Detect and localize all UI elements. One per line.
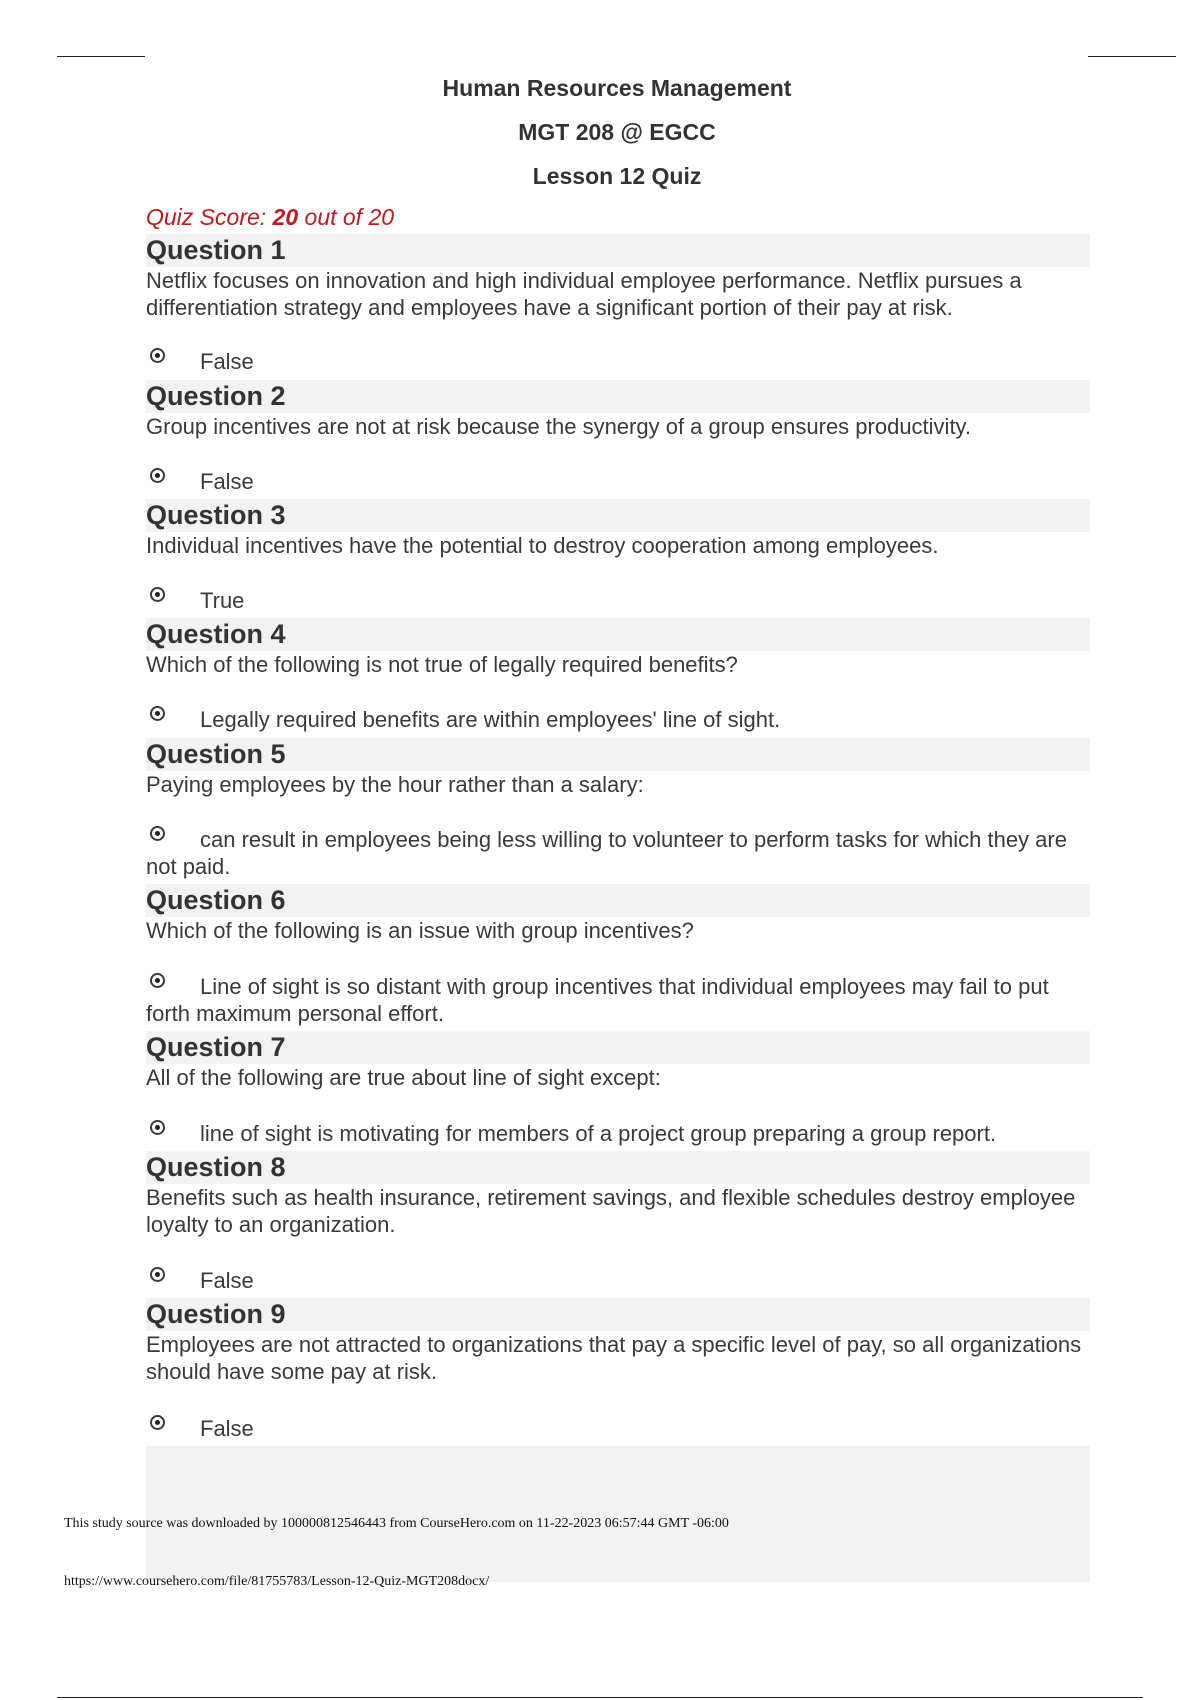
question-text: Which of the following is not true of legally required benefits? <box>146 652 738 677</box>
question-5 <box>146 738 1090 798</box>
answer-1 <box>146 348 1090 375</box>
source-url[interactable]: https://www.coursehero.com/file/81755783/Lesson-12-Quiz-MGT208docx/ <box>64 1574 490 1589</box>
top-left-rule <box>57 56 145 57</box>
question-label: Question 3 <box>146 499 1090 532</box>
question-text: All of the following are true about line of sight except: <box>146 1065 661 1090</box>
question-3 <box>146 499 1090 559</box>
question-9 <box>146 1298 1090 1385</box>
question-text: Individual incentives have the potential to destroy cooperation among employees. <box>146 533 939 558</box>
answer-8 <box>146 1267 1090 1294</box>
answer-text: Line of sight is so distant with group incentives that individual employees may fail to put forth maximum personal effort. <box>146 974 1049 1026</box>
quiz-score-suffix: out of 20 <box>298 204 395 230</box>
quiz-score-value: 20 <box>272 204 299 230</box>
question-text: Benefits such as health insurance, retirement savings, and flexible schedules destroy employee loyalty to an organization. <box>146 1185 1076 1237</box>
quiz-score-prefix: Quiz Score: <box>146 204 273 230</box>
answer-text: Legally required benefits are within employees' line of sight. <box>200 707 781 732</box>
question-label: Question 7 <box>146 1031 1090 1064</box>
answer-text: True <box>200 588 245 613</box>
question-label: Question 2 <box>146 380 1090 413</box>
answer-text: False <box>200 1416 254 1441</box>
download-source-line: This study source was downloaded by 100000812546443 from CourseHero.com on 11-22-2023 06:57:44 GMT -06:00 <box>64 1516 729 1531</box>
question-text: Group incentives are not at risk because the synergy of a group ensures productivity. <box>146 414 972 439</box>
answer-3 <box>146 587 1090 614</box>
empty-panel <box>146 1446 1090 1582</box>
course-code: MGT 208 @ EGCC <box>518 119 716 145</box>
answer-5 <box>146 826 1090 880</box>
answer-9 <box>146 1415 1090 1442</box>
answer-text: False <box>200 1268 254 1293</box>
answer-2 <box>146 468 1090 495</box>
question-8 <box>146 1151 1090 1238</box>
answer-text: line of sight is motivating for members of a project group preparing a group report. <box>200 1121 997 1146</box>
question-label: Question 5 <box>146 738 1090 771</box>
lesson-title: Lesson 12 Quiz <box>532 163 702 189</box>
question-7 <box>146 1031 1090 1091</box>
question-1 <box>146 234 1090 321</box>
question-2 <box>146 380 1090 440</box>
question-label: Question 8 <box>146 1151 1090 1184</box>
question-text: Which of the following is an issue with group incentives? <box>146 918 694 943</box>
question-label: Question 1 <box>146 234 1090 267</box>
question-text: Paying employees by the hour rather than a salary: <box>146 772 644 797</box>
top-right-rule <box>1088 56 1176 57</box>
bottom-rule <box>57 1697 1143 1698</box>
document-title: Human Resources Management <box>442 75 792 101</box>
answer-text: False <box>200 349 254 374</box>
question-label: Question 6 <box>146 884 1090 917</box>
quiz-score <box>146 204 394 231</box>
answer-text: False <box>200 469 254 494</box>
question-label: Question 9 <box>146 1298 1090 1331</box>
question-text: Netflix focuses on innovation and high individual employee performance. Netflix pursues a differentiation strategy and employees have a significant portion of their pay at risk. <box>146 268 1022 320</box>
question-text: Employees are not attracted to organizations that pay a specific level of pay, so all organizations should have some pay at risk. <box>146 1332 1082 1384</box>
answer-7 <box>146 1120 1090 1147</box>
answer-text: can result in employees being less willing to volunteer to perform tasks for which they are not paid. <box>146 827 1067 879</box>
answer-4 <box>146 706 1090 733</box>
answer-6 <box>146 973 1090 1027</box>
question-4 <box>146 618 1090 678</box>
question-6 <box>146 884 1090 944</box>
question-label: Question 4 <box>146 618 1090 651</box>
